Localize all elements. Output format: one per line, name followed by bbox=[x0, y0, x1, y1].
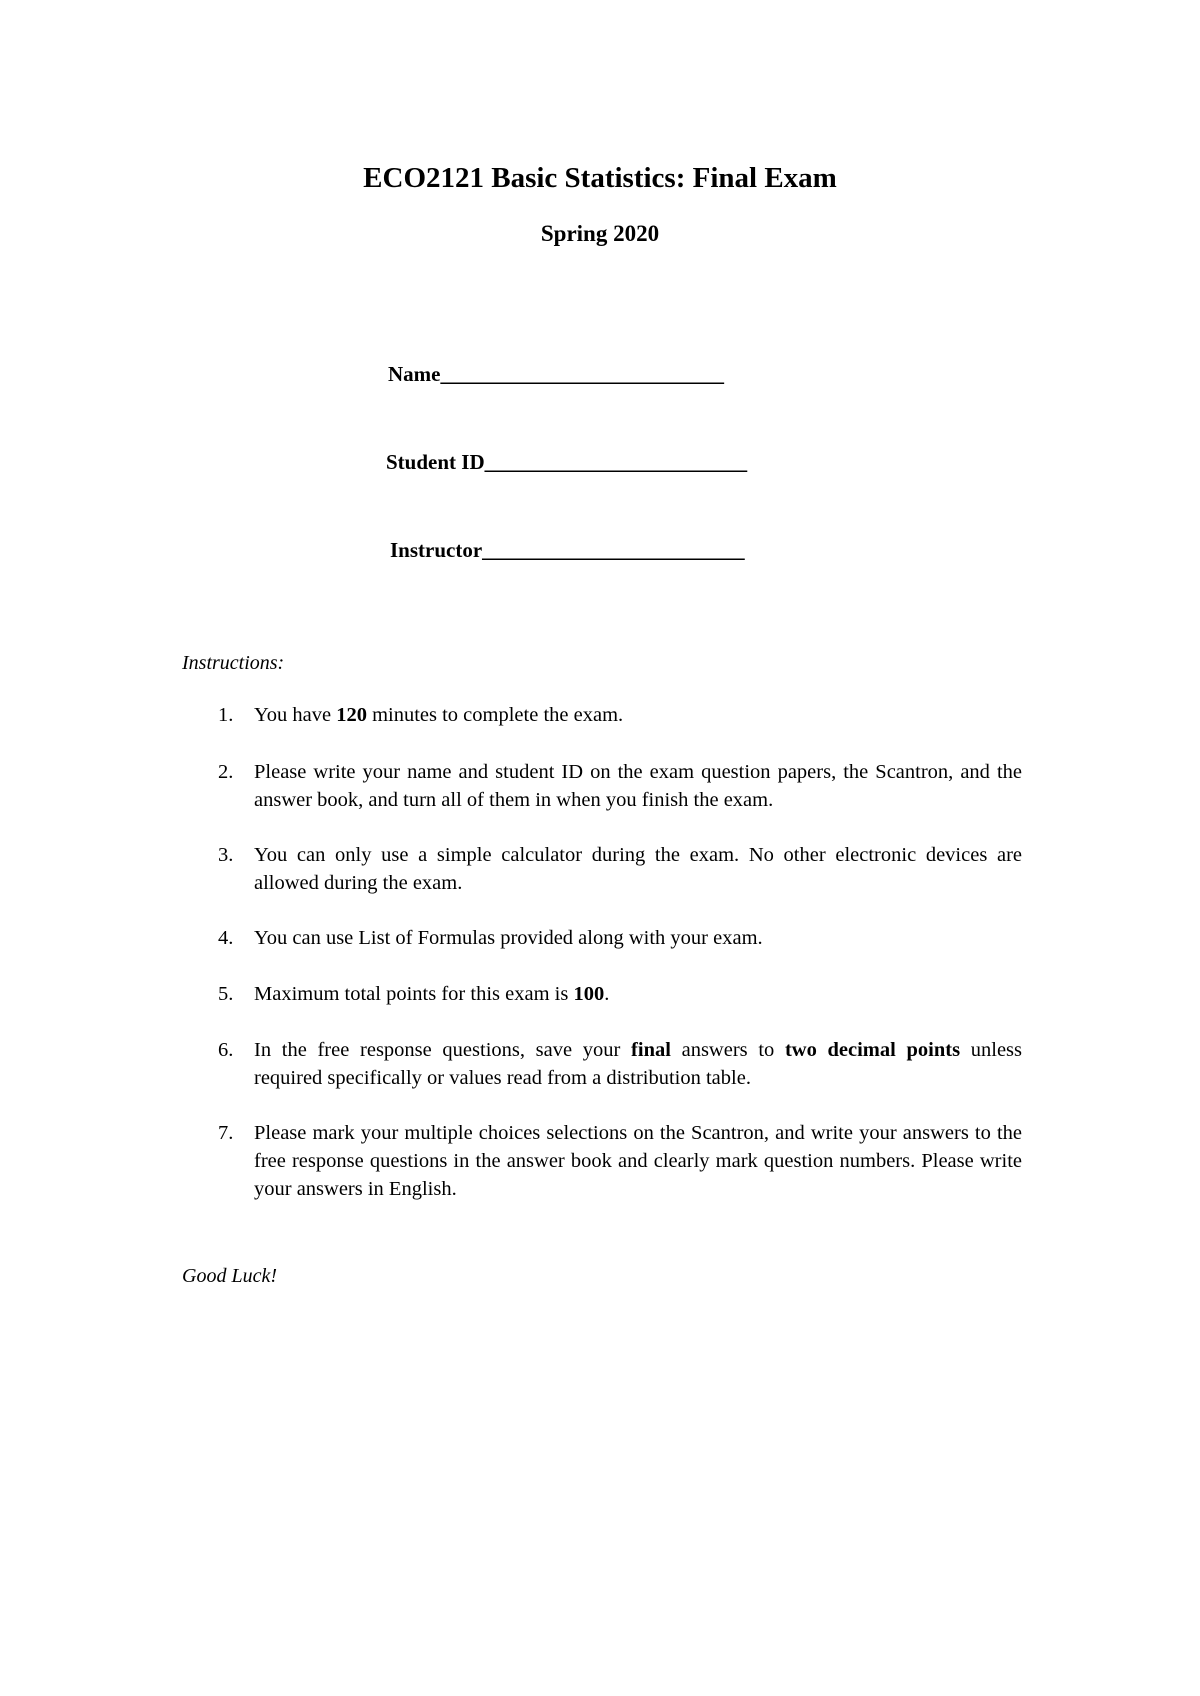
instruction-text-part: answers to bbox=[670, 1039, 785, 1061]
instruction-text bbox=[254, 1036, 1022, 1092]
instruction-text bbox=[254, 924, 1022, 952]
instruction-number: 2. bbox=[218, 761, 234, 783]
instruction-text-part: You can use List of Formulas provided along with your exam. bbox=[254, 927, 763, 949]
instruction-text-part: Please write your name and student ID on the exam question papers, the Scantron, and the answer book, and turn all of them in when you finish the exam. bbox=[254, 761, 1022, 811]
instruction-number: 1. bbox=[218, 704, 234, 726]
instruction-text-part: In the free response questions, save your bbox=[254, 1039, 632, 1061]
name-field: Name___________________________ bbox=[388, 362, 724, 386]
instruction-text bbox=[254, 1119, 1022, 1203]
instruction-emphasis: two decimal points bbox=[784, 1039, 961, 1061]
instruction-text-part: unless required specifically or values read from a distribution table. bbox=[254, 1039, 1023, 1089]
instruction-text bbox=[254, 980, 1022, 1008]
instruction-number: 4. bbox=[218, 927, 234, 949]
instruction-number: 7. bbox=[218, 1122, 234, 1144]
instruction-emphasis: final bbox=[631, 1039, 671, 1061]
instruction-emphasis: 100 bbox=[573, 983, 605, 1005]
instruction-text bbox=[254, 758, 1022, 814]
instruction-text bbox=[254, 841, 1022, 897]
instruction-text bbox=[254, 701, 1022, 729]
exam-term: Spring 2020 bbox=[540, 221, 660, 246]
instruction-text-part: Please mark your multiple choices selections on the Scantron, and write your answers to the free response questions in the answer book and clearly mark question numbers. Please write your answers in English. bbox=[254, 1122, 1022, 1200]
instruction-text-part: . bbox=[604, 983, 610, 1005]
instruction-text-part: Maximum total points for this exam is bbox=[254, 983, 574, 1005]
instruction-emphasis: 120 bbox=[336, 704, 367, 726]
instruction-text-part: You have bbox=[254, 704, 337, 726]
instructor-field: Instructor_________________________ bbox=[390, 538, 745, 562]
instruction-number: 5. bbox=[218, 983, 234, 1005]
instruction-text-part: minutes to complete the exam. bbox=[366, 704, 624, 726]
closing-note: Good Luck! bbox=[182, 1265, 277, 1287]
instruction-number: 3. bbox=[218, 844, 234, 866]
instruction-text-part: You can only use a simple calculator during the exam. No other electronic devices are allowed during the exam. bbox=[254, 844, 1022, 894]
instructions-heading: Instructions: bbox=[182, 652, 285, 674]
exam-title: ECO2121 Basic Statistics: Final Exam bbox=[363, 162, 837, 194]
instruction-number: 6. bbox=[218, 1039, 234, 1061]
student-id-field: Student ID_________________________ bbox=[386, 450, 748, 474]
